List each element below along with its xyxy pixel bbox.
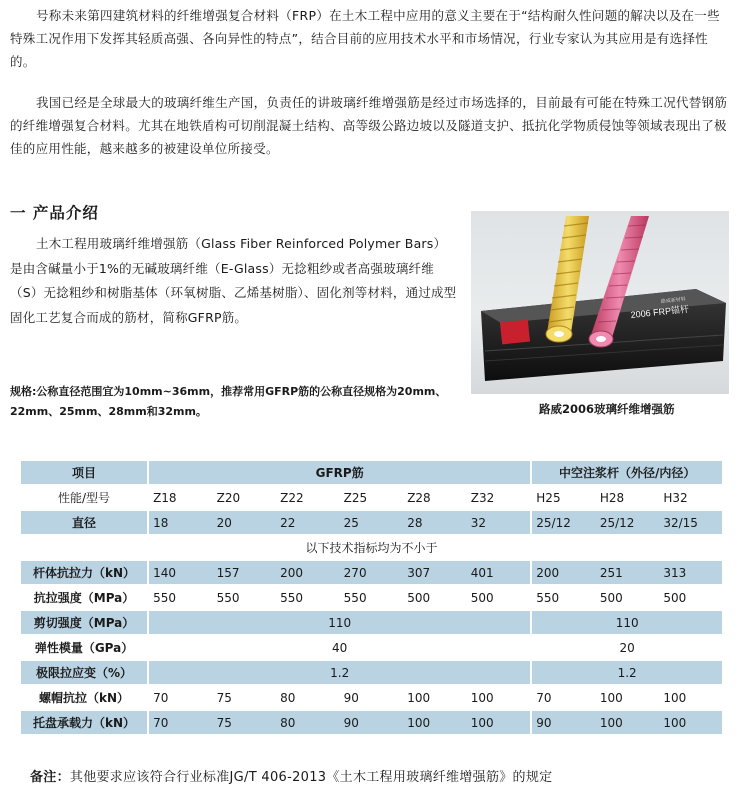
table-row bbox=[21, 661, 722, 684]
table-cell: 100 bbox=[403, 711, 467, 734]
footnote-label: 备注： bbox=[30, 770, 70, 785]
table-cell: 75 bbox=[216, 690, 232, 705]
table-cell: 550 bbox=[536, 590, 560, 605]
table-cell: 307 bbox=[403, 561, 467, 584]
table-cell: 80 bbox=[280, 690, 296, 705]
table-row-diameter bbox=[21, 511, 722, 534]
table-cell: 25/12 bbox=[596, 511, 660, 534]
table-cell: 100 bbox=[599, 690, 623, 705]
table-cell: 251 bbox=[596, 561, 660, 584]
table-cell: H32 bbox=[663, 490, 688, 505]
table-notice: 以下技术指标均为不小于 bbox=[305, 541, 438, 555]
table-cell: Z32 bbox=[470, 490, 495, 505]
product-photo bbox=[471, 211, 729, 394]
product-description: 土木工程用玻璃纤维增强筋（Glass Fiber Reinforced Polymer Bars）是由含碱量小于1%的无碱玻璃纤维（E-Glass）无捻粗纱或者高强玻璃纤维（S）无捻粗纱和树脂基体（环氧树脂、乙烯基树脂）、固化剂等材料，通过成型固化工艺复合而成的筋材，简称GFRP筋。 bbox=[10, 236, 457, 325]
row-label: 螺帽抗拉（kN） bbox=[39, 691, 130, 705]
table-cell: 18 bbox=[149, 511, 213, 534]
table-cell: 1.2 bbox=[532, 661, 722, 684]
table-cell: Z18 bbox=[153, 490, 177, 505]
spec-table bbox=[21, 459, 722, 736]
row-label: 杆体抗拉力（kN） bbox=[21, 561, 147, 584]
table-cell: 110 bbox=[532, 611, 722, 634]
table-cell: 550 bbox=[216, 590, 240, 605]
section-title: 一 产品介绍 bbox=[10, 204, 99, 222]
table-cell: 40 bbox=[332, 640, 348, 655]
table-cell: 100 bbox=[659, 711, 722, 734]
table-row-model bbox=[21, 486, 722, 509]
table-cell: 20 bbox=[619, 640, 635, 655]
table-cell: 500 bbox=[470, 590, 494, 605]
table-cell: Z28 bbox=[407, 490, 431, 505]
table-row bbox=[21, 561, 722, 584]
row-label: 直径 bbox=[21, 511, 147, 534]
table-cell: 90 bbox=[340, 711, 404, 734]
table-cell: 550 bbox=[153, 590, 176, 605]
intro-paragraph-2: 我国已经是全球最大的玻璃纤维生产国，负责任的讲玻璃纤维增强筋是经过市场选择的，目前最有可能在特殊工况代替钢筋的纤维增强复合材料。尤其在地铁盾构可切削混凝土结构、高等级公路边坡以及隧道支护、抵抗化学物质侵蚀等领域表现出了极佳的应用性能，越来越多的被建设单位所接受。 bbox=[10, 95, 728, 156]
table-cell: 1.2 bbox=[149, 661, 530, 684]
table-cell: 100 bbox=[467, 711, 531, 734]
table-cell: 550 bbox=[280, 590, 304, 605]
table-cell: H25 bbox=[536, 490, 561, 505]
header-gfrp: GFRP筋 bbox=[149, 461, 530, 484]
table-cell: 200 bbox=[532, 561, 596, 584]
table-cell: 32/15 bbox=[659, 511, 722, 534]
table-cell: 100 bbox=[663, 690, 687, 705]
table-notice-row bbox=[21, 536, 722, 559]
table-row bbox=[21, 711, 722, 734]
box-logo-red bbox=[500, 320, 530, 345]
table-cell: 90 bbox=[343, 690, 359, 705]
row-label: 托盘承载力（kN） bbox=[21, 711, 147, 734]
table-cell: 270 bbox=[340, 561, 404, 584]
table-cell: 157 bbox=[213, 561, 277, 584]
table-cell: 80 bbox=[276, 711, 340, 734]
table-cell: 90 bbox=[532, 711, 596, 734]
table-row bbox=[21, 686, 722, 709]
table-cell: 32 bbox=[467, 511, 531, 534]
intro-paragraph-1: 号称未来第四建筑材料的纤维增强复合材料（FRP）在土木工程中应用的意义主要在于“结构耐久性问题的解决以及在一些特殊工况作用下发挥其轻质高强、各向异性的特点”，结合目前的应用技术水平和市场情况，行业专家认为其应用是有选择性的。 bbox=[10, 8, 720, 69]
header-item: 项目 bbox=[21, 461, 147, 484]
table-cell: 25 bbox=[340, 511, 404, 534]
table-cell: 100 bbox=[407, 690, 431, 705]
footnote-text: 其他要求应该符合行业标准JG/T 406-2013《土木工程用玻璃纤维增强筋》的规定 bbox=[69, 770, 553, 785]
table-cell: 22 bbox=[276, 511, 340, 534]
table-cell: H28 bbox=[599, 490, 625, 505]
table-cell: 20 bbox=[213, 511, 277, 534]
table-cell: 70 bbox=[149, 711, 213, 734]
table-cell: 500 bbox=[407, 590, 431, 605]
footnote bbox=[30, 766, 552, 785]
photo-caption: 路威2006玻璃纤维增强筋 bbox=[539, 402, 675, 416]
table-cell: 313 bbox=[659, 561, 722, 584]
table-cell: Z20 bbox=[216, 490, 241, 505]
table-cell: 550 bbox=[343, 590, 367, 605]
box-label-small: 路威新材料 bbox=[660, 296, 687, 305]
table-header-row bbox=[21, 461, 722, 484]
header-hollow: 中空注浆杆（外径/内径） bbox=[532, 461, 722, 484]
table-cell: 25/12 bbox=[532, 511, 596, 534]
spec-text: 规格:公称直径范围宜为10mm~36mm，推荐常用GFRP筋的公称直径规格为20mm、22mm、25mm、28mm和32mm。 bbox=[10, 385, 447, 418]
box-label: 2006 FRP锚杆 bbox=[630, 303, 690, 320]
table-cell: 100 bbox=[470, 690, 494, 705]
row-label: 抗拉强度（MPa） bbox=[33, 591, 135, 605]
row-label: 性能/型号 bbox=[58, 491, 111, 505]
table-row bbox=[21, 636, 722, 659]
row-label: 极限拉应变（%） bbox=[21, 661, 147, 684]
table-cell: Z25 bbox=[343, 490, 368, 505]
table-cell: 140 bbox=[149, 561, 213, 584]
row-label: 弹性模量（GPa） bbox=[34, 641, 134, 655]
table-cell: 28 bbox=[403, 511, 467, 534]
table-cell: 110 bbox=[149, 611, 530, 634]
table-row bbox=[21, 586, 722, 609]
table-row bbox=[21, 611, 722, 634]
table-cell: 70 bbox=[536, 690, 552, 705]
row-label: 剪切强度（MPa） bbox=[21, 611, 147, 634]
table-cell: Z22 bbox=[280, 490, 304, 505]
table-cell: 100 bbox=[596, 711, 660, 734]
table-cell: 75 bbox=[213, 711, 277, 734]
gfrp-bars-illustration bbox=[471, 211, 729, 394]
table-cell: 500 bbox=[663, 590, 687, 605]
table-cell: 401 bbox=[467, 561, 531, 584]
table-cell: 500 bbox=[599, 590, 623, 605]
table-cell: 70 bbox=[153, 690, 169, 705]
table-cell: 200 bbox=[276, 561, 340, 584]
